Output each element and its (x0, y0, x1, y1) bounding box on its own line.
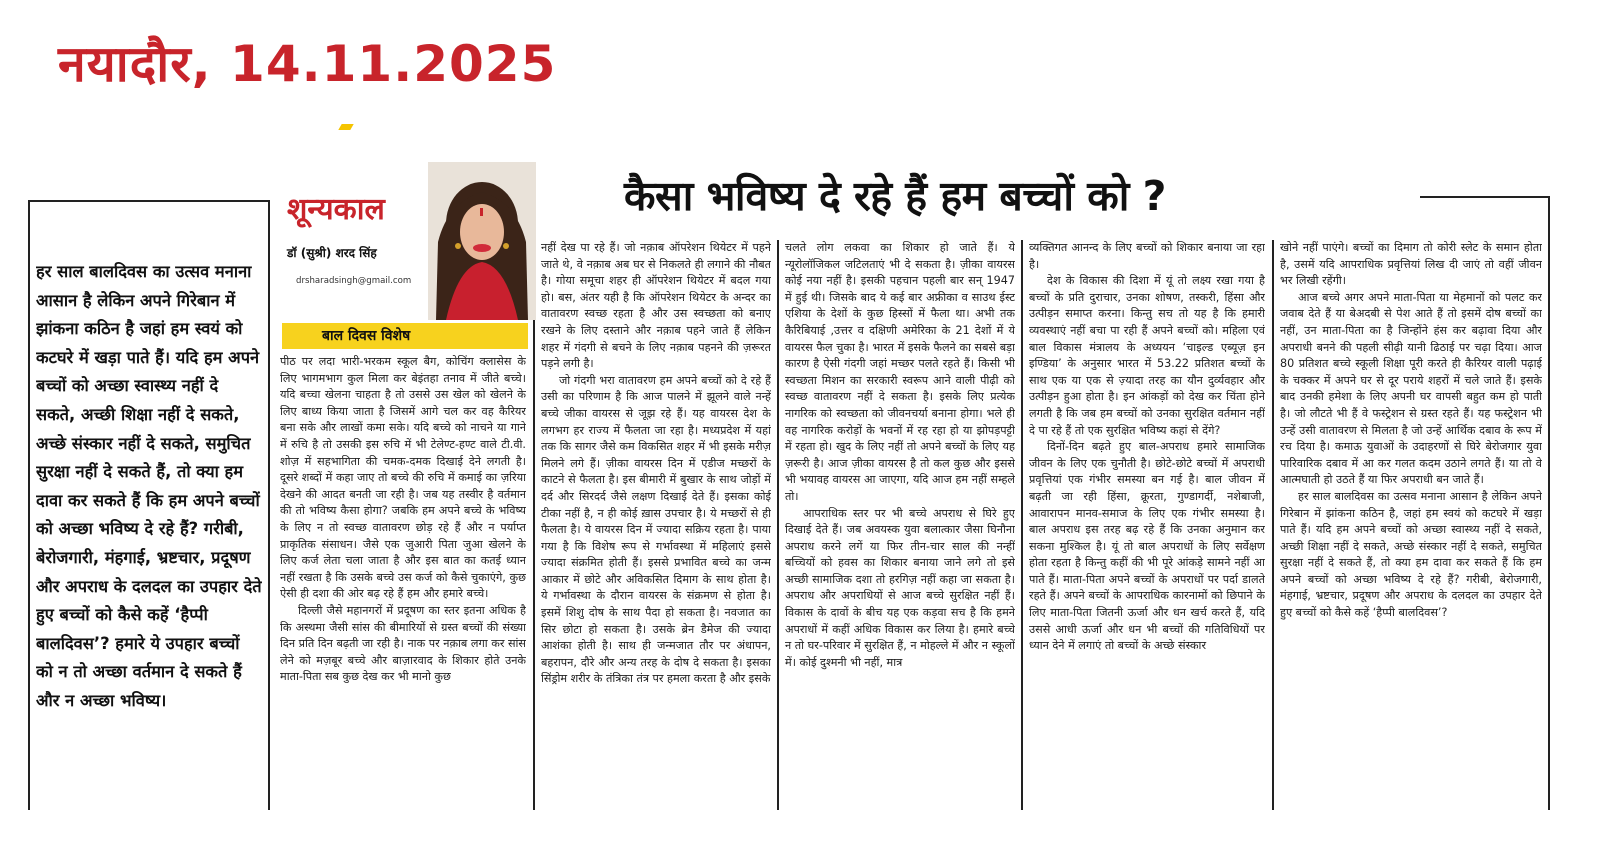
column-divider (533, 240, 535, 810)
paragraph: आज बच्चे अगर अपने माता-पिता या मेहमानों को पलट कर जवाब देते हैं या बेअदबी से पेश आते हैं तो इसमें दोष बच्चों का नहीं, उन माता-पिता का है जिन्होंने हंस कर बढ़ावा दिया और अपराधी बनने की पहली सीढ़ी यानी ढिठाई पर चढ़ा दिया। आज 80 प्रतिशत बच्चे स्कूली शिक्षा पूरी करते ही कैरियर वाली पढ़ाई के चक्कर में अपने घर से दूर पराये शहरों में चले जाते हैं। इसके बाद उनकी हमेशा के लिए अपनी घर वापसी बहुत कम हो पाती है। जो लौटते भी हैं वे फस्ट्रेशन से ग्रस्त रहते हैं। यह फस्ट्रेशन भी उन्हें उसी वातावरण से मिलता है जो उन्हें आर्थिक दबाव के रूप में रच दिया है। कमाऊ युवाओं के उदाहरणों से घिरे बेरोजगार युवा पारिवारिक दबाव में आ कर गलत कदम उठाने लगते हैं। या तो वे आत्मघाती हो उठते हैं या फिर अपराधी बन जाते हैं। (1280, 290, 1542, 487)
paragraph: देश के विकास की दिशा में यूं तो लक्ष्य रखा गया है बच्चों के प्रति दुराचार, उनका शोषण, तस्करी, हिंसा और उत्पीड़न समाप्त करना। किन्तु सच तो यह है कि हमारी व्यवस्थाएं नहीं बचा पा रही हैं अपने बच्चों को। महिला एवं बाल विकास मंत्रालय के अध्ययन ‘चाइल्ड एब्यूज़ इन इण्डिया’ के अनुसार भारत में 53.22 प्रतिशत बच्चों के साथ एक या एक से ज़्यादा तरह का यौन दुर्व्यवहार और उत्पीड़न हुआ होता है। इन आंकड़ों को देख कर चिंता होने लगती है कि जब हम बच्चों को उनका सुरक्षित वर्तमान नहीं दे पा रहे हैं तो एक सुरक्षित भविष्य कहां से देंगे? (1029, 274, 1265, 437)
article-column-2 (541, 240, 771, 808)
headline: कैसा भविष्य दे रहे हैं हम बच्चों को ? (624, 172, 1166, 220)
masthead: नयादौर, 14.11.2025 (58, 35, 557, 93)
paragraph: जो गंदगी भरा वातावरण हम अपने बच्चों को दे रहे हैं उसी का परिणाम है कि आज पालने में झूलने वाले नन्हें बच्चे जीका वायरस से जूझ रहे हैं। यह वायरस देश के लगभग हर राज्य में फैलता जा रहा है। मध्यप्रदेश में यहां तक कि सागर जैसे कम विकसित शहर में भी इसके मरीज़ मिलने लगे हैं। ज़ीका वायरस दिन में एडीज मच्छरों के काटने से फैलता है। इस बीमारी में बुखार के साथ जोड़ों में दर्द और सिरदर्द जैसे लक्षण दिखाई देते हैं। इसका कोई टीका नहीं है, न ही कोई ख़ास उपचार है। ये मच्छरों से ही फैलता है। ये वायरस दिन में ज्यादा सक्रिय रहता है। पाया गया है कि विशेष रूप से गर्भावस्था में महिलाएं इससे ज्यादा संक्रमित होती हैं। इससे प्रभावित बच्चे का जन्म आकार में छोटे और अविकसित दिमाग के साथ होता है। ये गर्भावस्था के दौरान वायरस के संक्रमण से होता है। इसमें शिशु दोष के साथ पैदा हो सकता है। नवजात का सिर छोटा हो सकता है। उसके ब्रेन डैमेज की ज्यादा आशंका होती है। साथ ही जन्मजात तौर पर अंधापन, बहरापन, दौरे और अन्य तरह के दोष दे सकता है। इसका सिंड्रोम शरीर के तंत्रिका तंत्र पर हमला करता है और इसके (541, 373, 771, 686)
frame-line (1420, 196, 1548, 198)
article-column-1 (280, 354, 526, 808)
paragraph: पीठ पर लदा भारी-भरकम स्कूल बैग, कोचिंग क्लासेस के लिए भागमभाग कुल मिला कर बेइंतहा तनाव में जीते बच्चे। यदि बच्चा खेलना चाहता है तो उससे उस खेल को खेलने के लिए बाध्य किया जाता है जिसमें आगे चल कर वह कैरियर बना सके और लाखों कमा सके। यदि बच्चे को नाचने या गाने में रुचि है तो उसकी इस रुचि में भी टेलेण्ट-हण्ट वाले टी.वी. शोज़ में सहभागिता की चमक-दमक दिखाई देने लगती है। दूसरे शब्दों में कहा जाए तो बच्चे की रुचि में कमाई का ज़रिया देखने की आदत बनती जा रही है। जब यह तस्वीर है वर्तमान की तो भविष्य कैसा होगा? जबकि हम अपने बच्चे के भविष्य के लिए न तो स्वच्छ वातावरण छोड़ रहे हैं और न पर्याप्त प्राकृतिक संसाधन। जैसे एक जुआरी पिता जुआ खेलने के लिए कर्ज लेता चला जाता है और इस बात का कतई ध्यान नहीं रखता है कि उसके बच्चे उस कर्ज को कैसे चुकाएंगे, कुछ ऐसी ही दशा की ओर बढ़ रहे हैं हम और हमारे बच्चे। (280, 355, 526, 601)
author-photo (428, 162, 536, 320)
decorative-mark (338, 124, 353, 130)
paragraph: हर साल बालदिवस का उत्सव मनाना आसान है लेकिन अपने गिरेबान में झांकना कठिन है, जहां हम स्वयं को कटघरे में खड़ा पाते हैं। यदि हम अपने बच्चों को अच्छा स्वास्थ्य नहीं दे सकते, अच्छी शिक्षा नहीं दे सकते, अच्छे संस्कार नहीं दे सकते, समुचित सुरक्षा नहीं दे सकते हैं, तो क्या हम दावा कर सकते हैं कि हम अपने बच्चों को अच्छा भविष्य दे रहे हैं? गरीबी, बेरोजगारी, मंहगाई, भ्रष्टचार, प्रदूषण और अपराध के दलदल का उपहार देते हुए बच्चों को कैसे कहें ‘हैप्पी बालदिवस’? (1280, 489, 1542, 620)
column-divider (777, 240, 779, 810)
column-divider (1021, 240, 1023, 810)
author-email: drsharadsingh@gmail.com (296, 276, 412, 286)
column-divider (1272, 240, 1274, 810)
paragraph: खोने नहीं पाएंगे। बच्चों का दिमाग तो कोरी स्लेट के समान होता है, उसमें यदि आपराधिक प्रवृत्तियां लिख दी जाएं तो वहीं जीवन भर लिखी रहेंगी। (1280, 241, 1542, 288)
article-column-5 (1280, 240, 1542, 808)
paragraph: व्यक्तिगत आनन्द के लिए बच्चों को शिकार बनाया जा रहा है। (1029, 241, 1265, 271)
author-name: डॉ (सुश्री) शरद सिंह (287, 246, 377, 260)
paragraph: दिल्ली जैसे महानगरों में प्रदूषण का स्तर इतना अधिक है कि अस्थमा जैसी सांस की बीमारियों से ग्रस्त बच्चों की संख्या दिन प्रति दिन बढ़ती जा रही है। नाक पर नक़ाब लगा कर सांस लेने को मज़बूर बच्चे और बाज़ारवाद के शिकार होते उनके माता-पिता सब कुछ देख कर भी मानो कुछ (280, 603, 526, 684)
frame-line (1548, 196, 1550, 810)
paragraph: आपराधिक स्तर पर भी बच्चे अपराध से घिरे हुए दिखाई देते हैं। जब अवयस्क युवा बलात्कार जैसा घिनौना अपराध करने लगें या फिर तीन-चार साल की नन्हीं बच्चियों को हवस का शिकार बनाया जाने लगे तो इसे अच्छी सामाजिक दशा तो हरगिज़ नहीं कहा जा सकता है। अपराध और अपराधियों से आज बच्चे सुरक्षित नहीं हैं। विकास के दावों के बीच यह एक कड़वा सच है कि हमने अपराधों में कहीं अधिक विकास कर लिया है। हमारे बच्चे न तो घर-परिवार में सुरक्षित हैं, न मोहल्ले में और न स्कूलों में। कोई दुश्मनी भी नहीं, मात्र (785, 506, 1015, 669)
paragraph: चलते लोग लकवा का शिकार हो जाते हैं। ये न्यूरोलॉजिकल जटिलताएं भी दे सकता है। ज़ीका वायरस कोई नया नहीं है। इसकी पहचान पहली बार सन् 1947 में हुई थी। जिसके बाद ये कई बार अफ्रीका व साउथ ईस्ट एशिया के देशों के कुछ हिस्सों में फैला था। अभी तक कैरिबियाई ,उत्तर व दक्षिणी अमेरिका के 21 देशों में ये वायरस फैल चुका है। भारत में इसके फैलने का सबसे बड़ा कारण है ऐसी गंदगी जहां मच्छर पलते रहते हैं। किसी भी स्वच्छता मिशन का सरकारी स्वरूप आने वाली पीढ़ी को स्वच्छ वातावरण नहीं दे सकता है। इसके लिए प्रत्येक नागरिक को स्वच्छता को जीवनचर्या बनाना होगा। भले ही वह नागरिक करोड़ों के भवनों में रह रहा हो या झोपड़पट्टी में रहता हो। खुद के लिए नहीं तो अपने बच्चों के लिए यह ज़रूरी है। आज ज़ीका वायरस है तो कल कुछ और इससे भी भयावह वायरस आ जाएगा, यदि आज हम नहीं सम्हले तो। (785, 241, 1015, 503)
paragraph: दिनों-दिन बढ़ते हुए बाल-अपराध हमारे सामाजिक जीवन के लिए एक चुनौती है। छोटे-छोटे बच्चों में अपराधी प्रवृत्तियां एक गंभीर समस्या बन गई है। बाल जीवन में बढ़ती जा रही हिंसा, क्रूरता, गुण्डागर्दी, नशेबाजी, आवारापन मानव-समाज के लिए एक गंभीर समस्या है। बाल अपराध इस तरह बढ़ रहे हैं कि उनका अनुमान कर सकना मुश्किल है। यूं तो बाल अपराधों के लिए सर्वेक्षण होता रहता है किन्तु कहीं की भी पूरे आंकड़े सामने नहीं आ पाते हैं। माता-पिता अपने बच्चों के अपराधों पर पर्दा डालते रहते हैं। अपने बच्चों के आपराधिक कारनामों को छिपाने के लिए माता-पिता जितनी ऊर्जा और धन खर्च करते हैं, यदि उससे आधी ऊर्जा और धन भी बच्चों की गतिविधियों पर ध्यान देने में लगाएं तो बच्चों के अच्छे संस्कार (1029, 440, 1265, 653)
article-column-4 (1029, 240, 1265, 808)
frame-line (28, 200, 30, 810)
lead-text: हर साल बालदिवस का उत्सव मनाना आसान है लेकिन अपने गिरेबान में झांकना कठिन है जहां हम स्वयं को कटघरे में खड़ा पाते हैं। यदि हम अपने बच्चों को अच्छा स्वास्थ्य नहीं दे सकते, अच्छी शिक्षा नहीं दे सकते, अच्छे संस्कार नहीं दे सकते, समुचित सुरक्षा नहीं दे सकते हैं, तो क्या हम दावा कर सकते हैं कि हम अपने बच्चों को अच्छा भविष्य दे रहे हैं? गरीबी, बेरोजगारी, मंहगाई, भ्रष्टचार, प्रदूषण और अपराध के दलदल का उपहार देते हुए बच्चों को कैसे कहें ‘हैप्पी बालदिवस’? हमारे ये उपहार बच्चों को न तो अच्छा वर्तमान दे सकते हैं और न अच्छा भविष्य। (36, 262, 262, 710)
section-title: शून्यकाल (287, 192, 385, 227)
frame-line (28, 200, 268, 202)
section-tag: बाल दिवस विशेष (282, 323, 528, 349)
paragraph: नहीं देख पा रहे हैं। जो नक़ाब ऑपरेशन थियेटर में पहने जाते थे, वे नक़ाब अब घर से निकलते ही लगाने की नौबत है। गोया समूचा शहर ही ऑपरेशन थियेटर में बदल गया हो। बस, अंतर यही है कि ऑपरेशन थियेटर के अन्दर का वातावरण स्वच्छ रहता है और उस स्वच्छता को बनाए रखने के लिए दस्ताने और नक़ाब पहने जाते हैं लेकिन शहर में गंदगी से बचने के लिए नक़ाब पहनने की ज़रूरत पड़ने लगी है। (541, 241, 771, 371)
column-divider (268, 200, 270, 810)
article-column-3 (785, 240, 1015, 808)
